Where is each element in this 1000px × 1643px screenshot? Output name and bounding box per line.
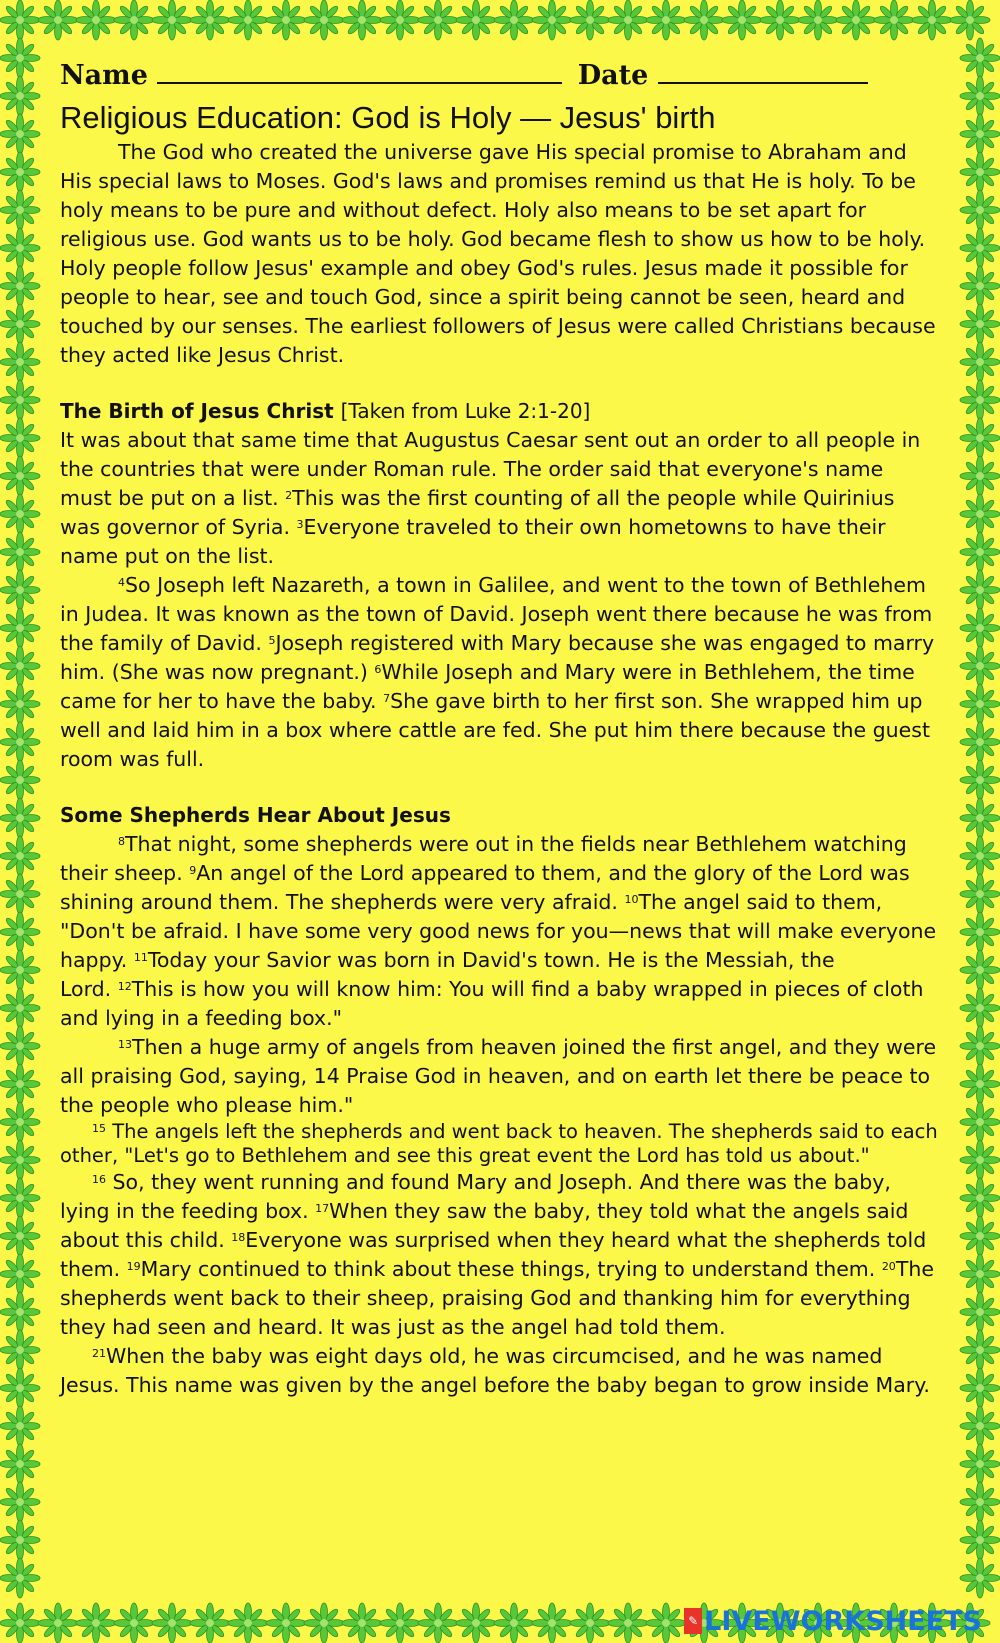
- leaf-ornament: [114, 1603, 154, 1643]
- leaf-ornament: [960, 570, 1000, 610]
- shepherds-heading: Some Shepherds Hear About Jesus: [60, 803, 451, 827]
- leaf-ornament: [0, 1444, 40, 1484]
- leaf-ornament: [228, 1603, 268, 1643]
- verse-number: 13: [118, 1038, 132, 1051]
- date-label: Date: [577, 60, 649, 91]
- birth-paragraph-2: $^4$So Joseph left Nazareth, a town in Galilee, and went to the town of Bethlehem in Judea. It was known as the town of David. Joseph went there because he was from the family of David. $^5$Joseph registered with Mary because she was engaged to marry him. (She was now pregnant.) $^6$While Joseph and Mary were in Bethlehem, the time came for her to have the baby. $^7$She gave birth to her first son. She wrapped him up well and laid him in a box where cattle are fed. She put him there because the guest room was full.: [60, 573, 935, 771]
- leaf-ornament: [960, 950, 1000, 990]
- leaf-ornament: [0, 38, 40, 78]
- leaf-ornament: [0, 456, 40, 496]
- leaf-ornament: [0, 950, 40, 990]
- leaf-ornament: [190, 1603, 230, 1643]
- leaf-ornament: [960, 1482, 1000, 1522]
- leaf-ornament: [0, 836, 40, 876]
- verse-number: 7: [383, 692, 391, 705]
- leaf-ornament: [608, 0, 648, 40]
- leaf-ornament: [152, 0, 192, 40]
- leaf-ornament: [152, 1603, 192, 1643]
- leaf-ornament: [570, 1603, 610, 1643]
- shepherds-paragraph-4: $^{15}$ The angels left the shepherds and went back to heaven. The shepherds said to each other, "Let's go to Bethlehem and see this great event the Lord has told us about.": [60, 1120, 938, 1167]
- leaf-ornament: [0, 228, 40, 268]
- leaf-ornament: [304, 0, 344, 40]
- leaf-ornament: [960, 418, 1000, 458]
- leaf-ornament: [0, 1254, 40, 1294]
- leaf-ornament: [960, 1064, 1000, 1104]
- leaf-ornament: [190, 0, 230, 40]
- birth-source: [Taken from Luke 2:1-20]: [340, 399, 591, 423]
- leaf-ornament: [0, 1102, 40, 1142]
- birth-heading-title: The Birth of Jesus Christ: [60, 399, 334, 423]
- leaf-ornament: [760, 0, 800, 40]
- leaf-ornament: [0, 608, 40, 648]
- leaf-ornament: [960, 1558, 1000, 1598]
- leaf-ornament: [960, 152, 1000, 192]
- shepherds-paragraph-3: $^{13}$Then a huge army of angels from heaven joined the first angel, and they were all praising God, saying, 14 Praise God in heaven, and on earth let there be peace to the people who please him.": [60, 1035, 937, 1117]
- leaf-ornament: [960, 836, 1000, 876]
- verse-number: 15: [92, 1122, 106, 1135]
- verse-number: 18: [231, 1231, 246, 1244]
- leaf-ornament: [960, 722, 1000, 762]
- leaf-ornament: [494, 1603, 534, 1643]
- leaf-ornament: [0, 114, 40, 154]
- leaf-ornament: [722, 0, 762, 40]
- leaf-ornament: [960, 304, 1000, 344]
- leaf-ornament: [960, 1026, 1000, 1066]
- leaf-ornament: [912, 0, 952, 40]
- verse-number: 17: [315, 1202, 330, 1215]
- name-date-bar: [60, 58, 940, 94]
- leaf-ornament: [0, 1368, 40, 1408]
- leaf-ornament: [960, 1330, 1000, 1370]
- leaf-ornament: [960, 456, 1000, 496]
- leaf-ornament: [0, 1178, 40, 1218]
- verse-number: 10: [624, 893, 639, 906]
- leaf-ornament: [960, 912, 1000, 952]
- leaf-ornament: [960, 380, 1000, 420]
- verse-number: 9: [189, 864, 197, 877]
- leaf-ornament: [0, 1406, 40, 1446]
- leaf-ornament: [960, 1406, 1000, 1446]
- leaf-ornament: [960, 1140, 1000, 1180]
- leaf-ornament: [960, 494, 1000, 534]
- leaf-ornament: [960, 1102, 1000, 1142]
- leaf-ornament: [0, 1026, 40, 1066]
- leaf-ornament: [960, 646, 1000, 686]
- leaf-ornament: [0, 646, 40, 686]
- leaf-ornament: [0, 1216, 40, 1256]
- page-title: Religious Education: God is Holy — Jesus' birth: [60, 100, 716, 135]
- leaf-ornament: [960, 1178, 1000, 1218]
- shepherds-paragraph-5: $^{16}$ So, they went running and found Mary and Joseph. And there was the baby, lying in the feeding box. $^{17}$When they saw the baby, they told what the angels said about this child. $^{18}$Everyone was surprised when they heard what the shepherds told them. $^{19}$Mary continued to think about these things, trying to understand them. $^{20}$The shepherds went back to their sheep, praising God and thanking him for everything they had seen and heard. It was just as the angel had told them.: [60, 1170, 934, 1339]
- leaf-ornament: [38, 1603, 78, 1643]
- leaf-ornament: [0, 798, 40, 838]
- leaf-ornament: [0, 722, 40, 762]
- verse-number: 5: [268, 634, 276, 647]
- leaf-ornament: [950, 0, 990, 40]
- leaf-ornament: [342, 0, 382, 40]
- verse-number: 3: [296, 518, 304, 531]
- leaf-ornament: [0, 1064, 40, 1104]
- leaf-ornament: [0, 304, 40, 344]
- leaf-ornament: [0, 76, 40, 116]
- leaf-ornament: [960, 1254, 1000, 1294]
- liveworksheets-logo[interactable]: [684, 1603, 982, 1639]
- verse-number: 4: [118, 576, 125, 589]
- leaf-ornament: [0, 152, 40, 192]
- leaf-ornament: [960, 988, 1000, 1028]
- leaf-ornament: [418, 0, 458, 40]
- leaf-ornament: [960, 76, 1000, 116]
- leaf-ornament: [380, 0, 420, 40]
- verse-number: 21: [92, 1347, 106, 1360]
- leaf-ornament: [0, 1520, 40, 1560]
- verse-number: 11: [133, 951, 148, 964]
- leaf-ornament: [0, 874, 40, 914]
- leaf-ornament: [0, 380, 40, 420]
- leaf-ornament: [266, 0, 306, 40]
- worksheet-content: [60, 58, 940, 1400]
- liveworksheets-mark-icon: ✎: [684, 1608, 702, 1634]
- leaf-ornament: [960, 798, 1000, 838]
- leaf-ornament: [960, 1292, 1000, 1332]
- leaf-ornament: [960, 1444, 1000, 1484]
- leaf-ornament: [0, 494, 40, 534]
- leaf-ornament: [0, 266, 40, 306]
- shepherds-paragraph-1: $^8$That night, some shepherds were out in the fields near Bethlehem watching their sheep. $^9$An angel of the Lord appeared to them, and the glory of the Lord was shining around them. The shepherds were very afraid. $^{10}$The angel said to them, "Don't be afraid. I have some very good news for you—news that will make everyone happy. $^{11}$Today your Savior was born in David's town. He is the Messiah, the: [60, 832, 937, 972]
- leaf-ornament: [0, 0, 40, 40]
- verse-number: 2: [285, 489, 293, 502]
- leaf-ornament: [960, 874, 1000, 914]
- verse-number: 12: [117, 980, 132, 993]
- verse-number: 19: [126, 1260, 141, 1273]
- leaf-ornament: [456, 0, 496, 40]
- leaf-ornament: [0, 190, 40, 230]
- verse-number: 16: [92, 1173, 106, 1186]
- leaf-ornament: [342, 1603, 382, 1643]
- leaf-ornament: [960, 684, 1000, 724]
- verse-number: 6: [374, 663, 382, 676]
- leaf-ornament: [0, 1603, 40, 1643]
- leaf-ornament: [228, 0, 268, 40]
- leaf-ornament: [456, 1603, 496, 1643]
- leaf-ornament: [960, 228, 1000, 268]
- leaf-ornament: [960, 266, 1000, 306]
- leaf-ornament: [0, 912, 40, 952]
- leaf-ornament: [0, 988, 40, 1028]
- leaf-ornament: [0, 1482, 40, 1522]
- leaf-ornament: [532, 0, 572, 40]
- leaf-ornament: [0, 684, 40, 724]
- leaf-ornament: [38, 0, 78, 40]
- leaf-ornament: [960, 1520, 1000, 1560]
- birth-heading: [60, 396, 940, 426]
- leaf-ornament: [0, 1558, 40, 1598]
- leaf-ornament: [0, 760, 40, 800]
- leaf-ornament: [646, 0, 686, 40]
- leaf-ornament: [0, 1292, 40, 1332]
- liveworksheets-brand: LIVEWORKSHEETS: [704, 1605, 982, 1637]
- leaf-ornament: [418, 1603, 458, 1643]
- leaf-ornament: [960, 190, 1000, 230]
- leaf-ornament: [798, 0, 838, 40]
- intro-paragraph: The God who created the universe gave His special promise to Abraham and His special laws to Moses. God's laws and promises remind us that He is holy. To be holy means to be pure and without defect. Holy also means to be set apart for religious use. God wants us to be holy. God became flesh to show us how to be holy. Holy people follow Jesus' example and obey God's rules. Jesus made it possible for people to hear, see and touch God, since a spirit being cannot be seen, heard and touched by our senses. The earliest followers of Jesus were called Christians because they acted like Jesus Christ.: [60, 140, 936, 367]
- shepherds-paragraph-2: Lord. $^{12}$This is how you will know him: You will find a baby wrapped in pieces of cloth and lying in a feeding box.": [60, 977, 924, 1030]
- leaf-ornament: [76, 0, 116, 40]
- leaf-ornament: [266, 1603, 306, 1643]
- leaf-ornament: [874, 0, 914, 40]
- verse-number: 20: [881, 1260, 896, 1273]
- name-field[interactable]: [157, 60, 562, 84]
- leaf-ornament: [380, 1603, 420, 1643]
- name-label: Name: [60, 60, 148, 91]
- leaf-ornament: [960, 608, 1000, 648]
- leaf-ornament: [960, 1368, 1000, 1408]
- leaf-ornament: [0, 1330, 40, 1370]
- leaf-ornament: [646, 1603, 686, 1643]
- leaf-ornament: [836, 0, 876, 40]
- leaf-ornament: [532, 1603, 572, 1643]
- leaf-ornament: [960, 114, 1000, 154]
- leaf-ornament: [608, 1603, 648, 1643]
- verse-number: 8: [118, 835, 125, 848]
- leaf-ornament: [494, 0, 534, 40]
- leaf-ornament: [960, 532, 1000, 572]
- leaf-ornament: [114, 0, 154, 40]
- leaf-ornament: [0, 532, 40, 572]
- leaf-ornament: [304, 1603, 344, 1643]
- leaf-ornament: [0, 570, 40, 610]
- leaf-ornament: [76, 1603, 116, 1643]
- leaf-ornament: [960, 342, 1000, 382]
- shepherds-paragraph-6: $^{21}$When the baby was eight days old, he was circumcised, and he was named Jesus. This name was given by the angel before the baby began to grow inside Mary.: [60, 1344, 930, 1397]
- birth-paragraph-1: It was about that same time that Augustus Caesar sent out an order to all people in the countries that were under Roman rule. The order said that everyone's name must be put on a list. $^2$This was the first counting of all the people while Quirinius was governor of Syria. $^3$Everyone traveled to their own hometowns to have their name put on the list.: [60, 428, 921, 568]
- date-field[interactable]: [658, 60, 868, 84]
- leaf-ornament: [0, 1140, 40, 1180]
- leaf-ornament: [960, 760, 1000, 800]
- leaf-ornament: [0, 342, 40, 382]
- leaf-ornament: [960, 38, 1000, 78]
- leaf-ornament: [0, 418, 40, 458]
- leaf-ornament: [570, 0, 610, 40]
- leaf-ornament: [684, 0, 724, 40]
- leaf-ornament: [960, 1216, 1000, 1256]
